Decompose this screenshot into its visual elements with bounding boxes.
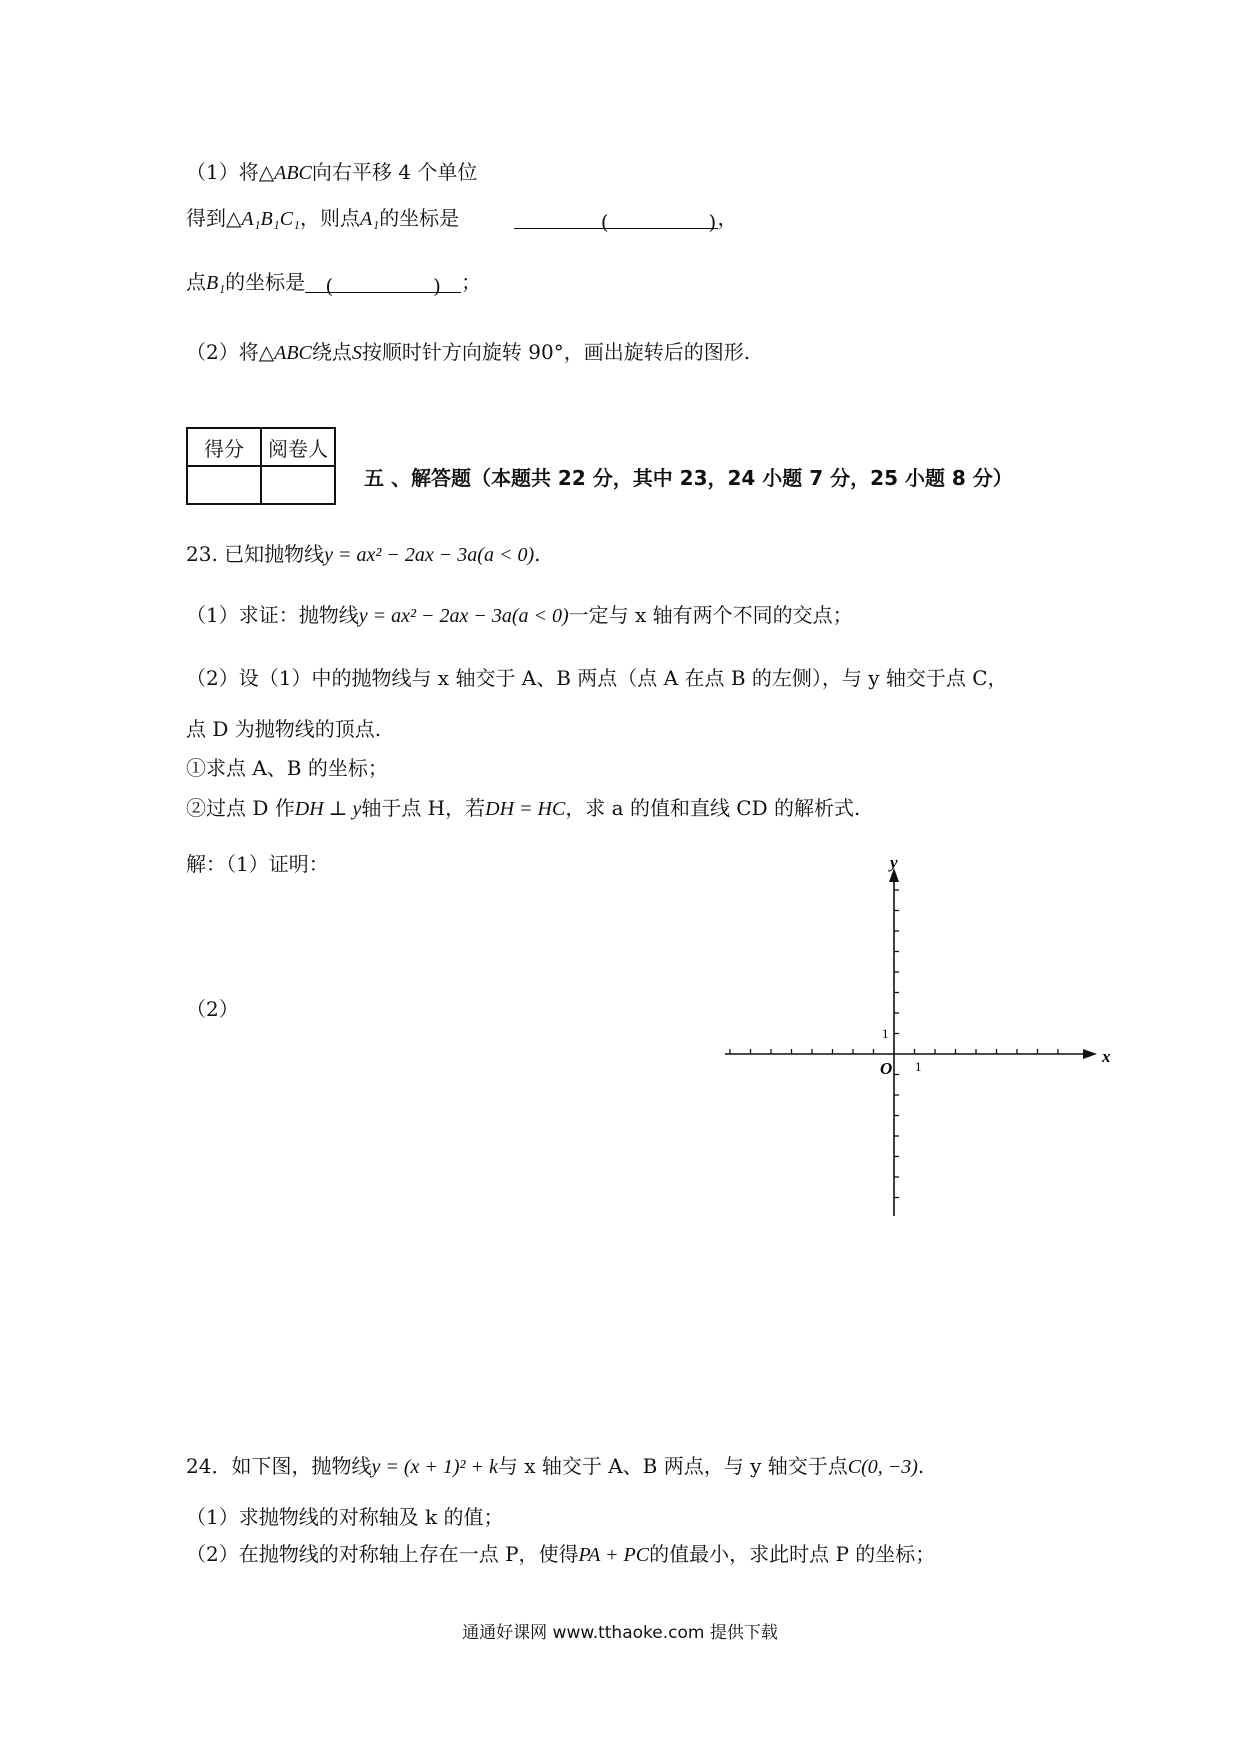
grader-cell[interactable] [261,466,335,504]
q23-sub1: ①求点 A、B 的坐标； [186,756,388,780]
q23-part1: （1）求证：抛物线y = ax² − 2ax − 3a(a < 0)一定与 x 轴有两个不同的交点； [186,603,853,627]
y-axis [889,868,899,1216]
section-title: 五 、解答题（本题共 22 分，其中 23，24 小题 7 分，25 小题 8 分） [364,466,1013,490]
score-table [186,427,336,505]
footer-text: 通通好课网 www.tthaoke.com 提供下载 [462,1623,778,1643]
answer-blank-a1-paren[interactable]: ( ) [600,210,717,234]
score-header: 得分 [187,428,261,466]
x-unit-label: 1 [915,1059,922,1074]
x-axis-label: x [1102,1047,1111,1066]
answer-blank-b1[interactable]: ( ) [305,272,461,293]
triangle-abc: △ABC [258,162,312,184]
q23-answer-part2: （2） [186,997,239,1021]
q22-part1-line2: 得到△A₁B₁C₁，则点A₁的坐标是 ( )， [186,206,738,234]
q23-answer-part1: 解：（1）证明： [186,852,329,876]
origin-label: O [880,1059,893,1078]
answer-blank-a1[interactable] [514,208,600,229]
coordinate-axes [725,856,1115,1216]
q24-stem: 24．如下图，抛物线y = (x + 1)² + k与 x 轴交于 A、B 两点，与 y 轴交于点C(0, −3). [186,1454,925,1478]
grader-header: 阅卷人 [261,428,335,466]
q23-part2-line1: （2）设（1）中的抛物线与 x 轴交于 A、B 两点（点 A 在点 B 的左侧），与 y 轴交于点 C， [186,666,1008,690]
q24-part1: （1）求抛物线的对称轴及 k 的值； [186,1505,504,1529]
q22-part1-line3: 点B₁的坐标是 ( ) ； [186,270,482,298]
y-axis-label: y [890,856,898,872]
triangle-a1b1c1: △A₁B₁C₁ [226,208,301,230]
y-unit-label: 1 [882,1026,889,1041]
q22-part1-line1: （1）将△ABC向右平移 4 个单位 [186,160,478,184]
x-axis [725,1049,1097,1059]
parabola-equation: y = ax² − 2ax − 3a(a < 0) [324,544,535,566]
score-cell[interactable] [187,466,261,504]
q23-sub2: ②过点 D 作DH ⊥ y轴于点 H，若DH = HC，求 a 的值和直线 CD 的解析式. [186,796,861,820]
q23-stem: 23. 已知抛物线y = ax² − 2ax − 3a(a < 0). [186,542,541,566]
q23-part2-line2: 点 D 为抛物线的顶点. [186,717,382,741]
q22-part2: （2）将△ABC绕点S按顺时针方向旋转 90°，画出旋转后的图形. [186,340,751,364]
q24-part2: （2）在抛物线的对称轴上存在一点 P，使得PA + PC的值最小，求此时点 P 的坐标； [186,1542,936,1566]
